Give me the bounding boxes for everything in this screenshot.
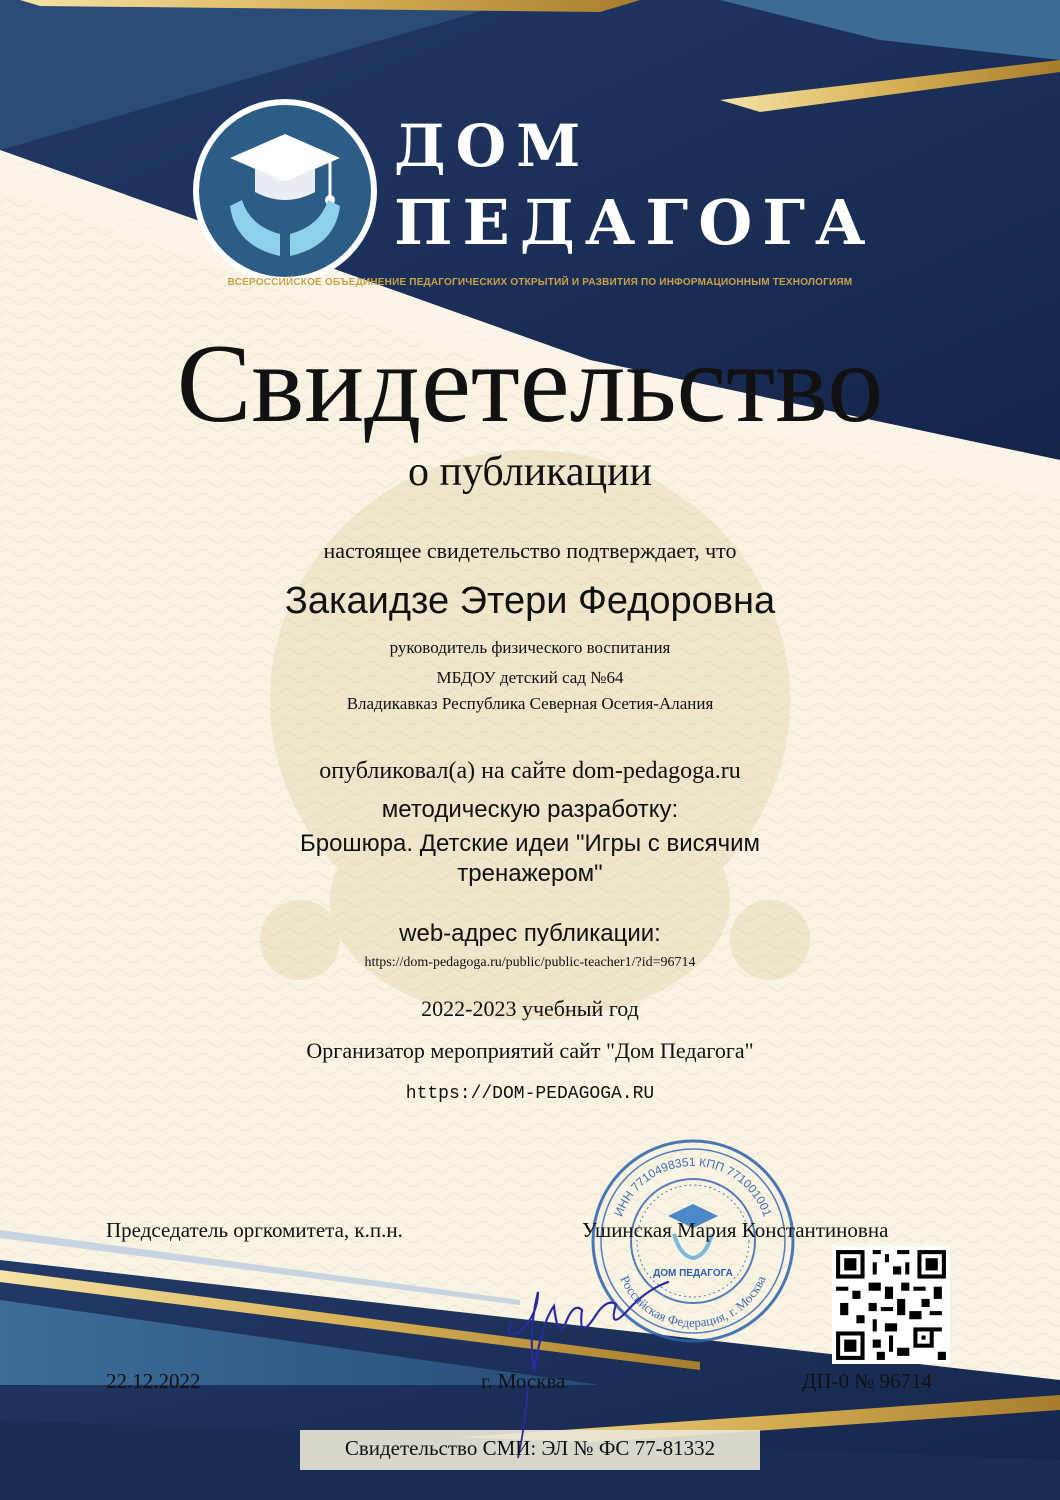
seal-bottom-text: Российская Федерация, г. Москва — [617, 1273, 769, 1331]
media-certificate: Свидетельство СМИ: ЭЛ № ФС 77-81332 — [344, 1436, 716, 1460]
confirms-text: настоящее свидетельство подтверждает, что — [323, 538, 737, 563]
brand-name-line1: ДОМ — [394, 112, 591, 180]
logo-icon — [190, 96, 380, 286]
work-type: методическую разработку: — [381, 796, 679, 823]
recipient-location: Владикавказ Республика Северная Осетия-Алания — [346, 694, 714, 713]
brand-name-line2: ПЕДАГОГА — [394, 186, 876, 259]
certificate-subtitle: о публикации — [407, 449, 653, 495]
work-title-line2: тренажером" — [457, 860, 603, 887]
issue-date: 22.12.2022 — [106, 1369, 201, 1393]
certificate-title: Свидетельство — [176, 322, 884, 446]
chair-name: Ушинская Мария Константиновна — [582, 1218, 889, 1242]
organizer-text: Организатор мероприятий сайт "Дом Педагога" — [306, 1038, 754, 1063]
web-address-label: web-адрес публикации: — [399, 920, 661, 947]
seal-center-text: ДОМ ПЕДАГОГА — [653, 1268, 733, 1279]
work-title-line1: Брошюра. Детские идеи "Игры с висячим — [299, 830, 761, 857]
brand-tagline: ВСЕРОССИЙСКОЕ ОБЪЕДИНЕНИЕ ПЕДАГОГИЧЕСКИХ ОТКРЫТИЙ И РАЗВИТИЯ ПО ИНФОРМАЦИОННЫМ ТЕХНОЛОГИЯМ — [227, 277, 853, 288]
certificate-number: ДП-0 № 96714 — [802, 1369, 933, 1393]
web-address-link[interactable]: https://dom-pedagoga.ru/public/public-teacher1/?id=96714 — [364, 955, 696, 970]
qr-code-icon[interactable] — [832, 1246, 950, 1364]
chair-label: Председатель оргкомитета, к.п.н. — [106, 1218, 403, 1242]
chair-signature-icon — [498, 1262, 678, 1462]
recipient-position: руководитель физического воспитания — [389, 638, 671, 657]
academic-year: 2022-2023 учебный год — [421, 996, 639, 1021]
seal-top-text: ИНН 7710498351 КПП 771001001 — [611, 1154, 775, 1219]
published-on-text: опубликовал(а) на сайте dom-pedagoga.ru — [319, 758, 741, 784]
issue-city: г. Москва — [481, 1369, 566, 1393]
site-url-link[interactable]: https://DOM-PEDAGOGA.RU — [405, 1084, 655, 1104]
recipient-name: Закаидзе Этери Федоровна — [284, 580, 776, 622]
recipient-organization: МБДОУ детский сад №64 — [436, 668, 624, 687]
